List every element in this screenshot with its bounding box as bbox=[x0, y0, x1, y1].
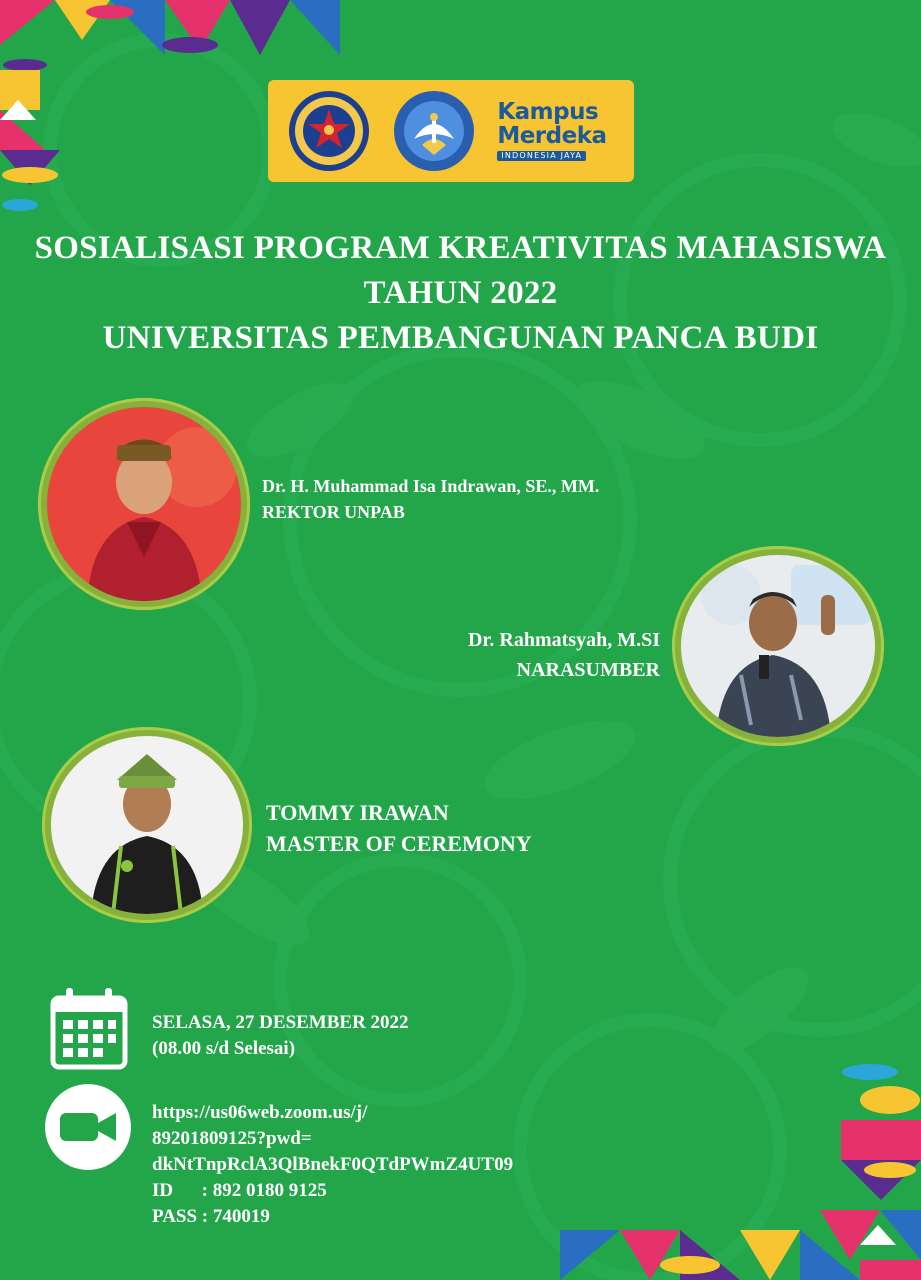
speaker-1-photo-frame bbox=[38, 398, 250, 610]
zoom-link-line-3[interactable]: dkNtTnpRclA3QlBnekF0QTdPWmZ4UT09 bbox=[152, 1154, 514, 1175]
calendar-icon bbox=[50, 986, 128, 1070]
title-line-3: UNIVERSITAS PEMBANGUNAN PANCA BUDI bbox=[102, 320, 819, 356]
zoom-link-line-2[interactable]: 89201809125?pwd= bbox=[152, 1128, 312, 1149]
speaker-3-photo-frame bbox=[42, 727, 252, 923]
university-seal-icon bbox=[287, 89, 371, 173]
speaker-3-photo bbox=[51, 736, 243, 914]
kampus-merdeka-line2: Merdeka bbox=[497, 123, 607, 149]
bottom-right-geometric-decoration bbox=[560, 1060, 921, 1280]
speaker-2-name: Dr. Rahmatsyah, M.SI bbox=[467, 629, 660, 651]
zoom-details bbox=[152, 1100, 513, 1230]
event-schedule bbox=[152, 1010, 409, 1062]
event-time: (08.00 s/d Selesai) bbox=[152, 1038, 296, 1059]
event-title bbox=[0, 226, 921, 361]
title-line-1: SOSIALISASI PROGRAM KREATIVITAS MAHASISWA bbox=[34, 230, 887, 266]
event-date: SELASA, 27 DESEMBER 2022 bbox=[152, 1012, 409, 1033]
speaker-1-photo bbox=[47, 407, 241, 601]
kampus-merdeka-logo bbox=[497, 101, 615, 161]
tut-wuri-handayani-icon bbox=[392, 89, 476, 173]
speaker-2-role: NARASUMBER bbox=[516, 659, 660, 681]
logo-bar bbox=[268, 80, 634, 182]
speaker-3-info bbox=[266, 797, 532, 859]
meeting-id: ID : 892 0180 9125 bbox=[152, 1180, 327, 1201]
person-icon bbox=[51, 736, 243, 914]
kampus-merdeka-line1: Kampus bbox=[497, 99, 599, 125]
video-camera-icon bbox=[44, 1083, 132, 1171]
title-line-2: TAHUN 2022 bbox=[363, 275, 558, 311]
person-icon bbox=[681, 555, 875, 737]
speaker-1-role: REKTOR UNPAB bbox=[262, 502, 405, 522]
speaker-1-info bbox=[262, 473, 599, 525]
person-icon bbox=[47, 407, 241, 601]
speaker-1-name: Dr. H. Muhammad Isa Indrawan, SE., MM. bbox=[262, 476, 600, 496]
meeting-passcode: PASS : 740019 bbox=[152, 1206, 270, 1227]
speaker-3-name: TOMMY IRAWAN bbox=[266, 800, 449, 825]
speaker-3-role: MASTER OF CEREMONY bbox=[266, 831, 532, 856]
zoom-link-line-1[interactable]: https://us06web.zoom.us/j/ bbox=[152, 1102, 368, 1123]
speaker-2-photo-frame bbox=[672, 546, 884, 746]
speaker-2-info bbox=[400, 625, 660, 685]
kampus-merdeka-tagline: INDONESIA JAYA bbox=[497, 151, 586, 161]
speaker-2-photo bbox=[681, 555, 875, 737]
